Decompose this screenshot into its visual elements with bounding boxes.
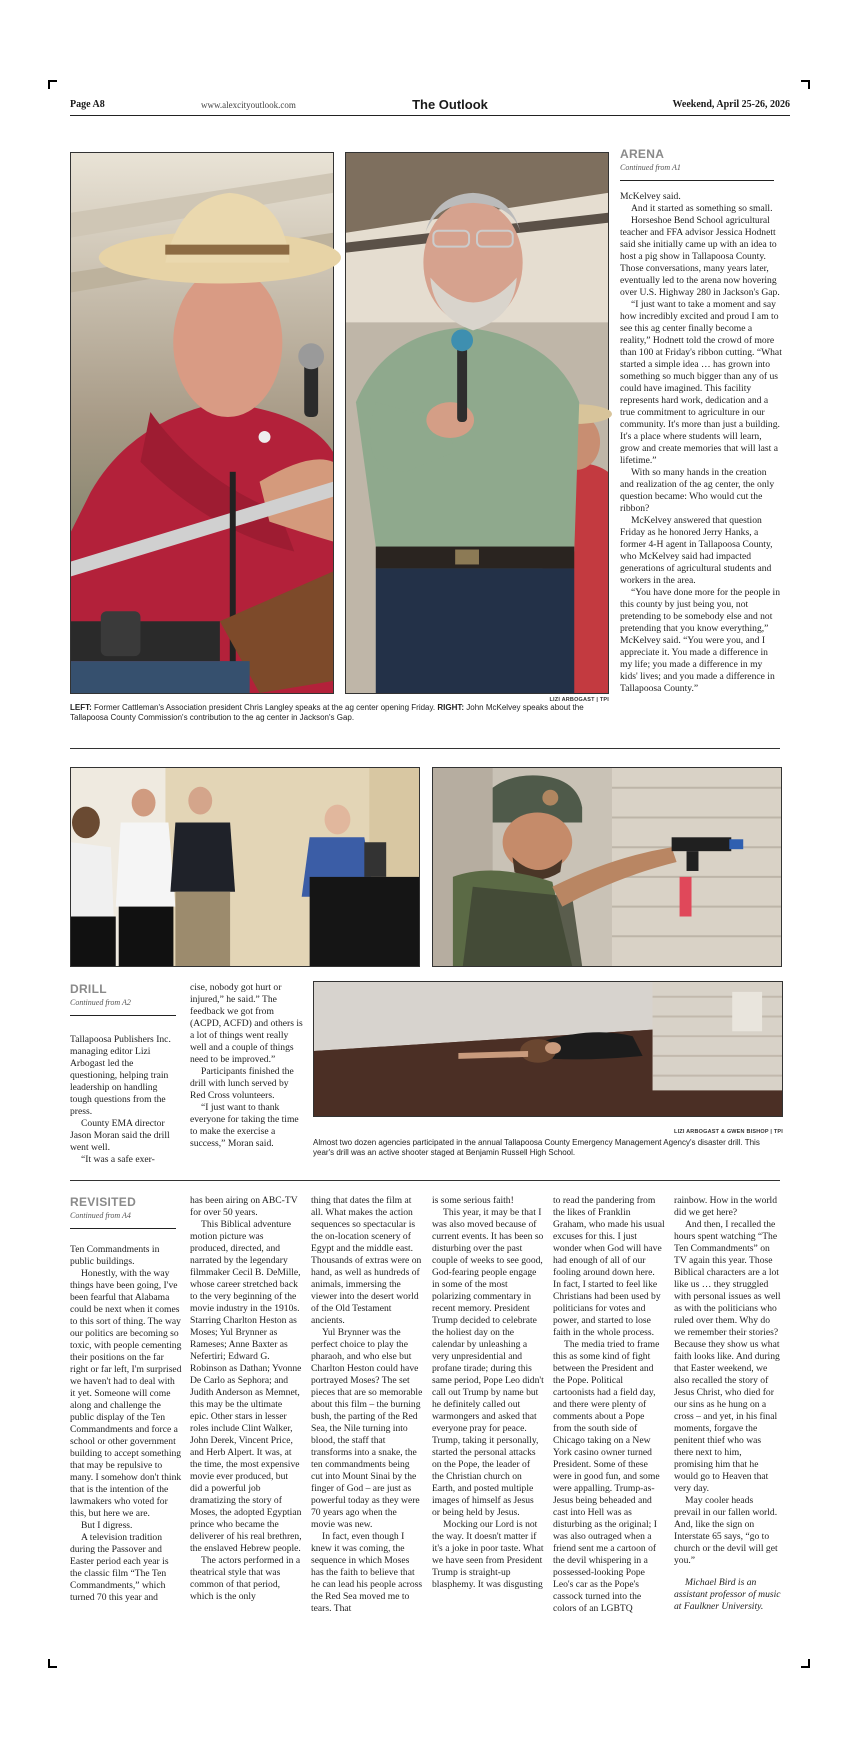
arena-article-body — [620, 191, 782, 726]
revisited-column-6 — [674, 1195, 782, 1648]
revisited-paragraph: Yul Brynner was the perfect choice to play the pharaoh, and who else but Charlton Heston could have portrayed Moses? The set pieces that are so memorable about this film – the burning bush, the parting of the Red Sea, the Nile turning into blood, the staff that transforms into a snake, the ten commandments being cut into Mount Sinai by the finger of God – are just as powerful today as they were 70 years ago when the movie was new. — [311, 1327, 423, 1530]
photo-drill-victim-on-floor — [313, 981, 783, 1117]
drill-paragraph: cise, nobody got hurt or injured,” he said.” The feedback we got from (ACPD, ACFD) and others is a lot of things went really well and a couple of things need to be improved.” — [190, 982, 303, 1065]
top-photo-credit: LIZI ARBOGAST | TPI — [549, 697, 609, 703]
crop-mark-top-right — [801, 80, 810, 89]
revisited-column-5 — [553, 1195, 665, 1648]
drill-paragraph: Participants finished the drill with lunch served by Red Cross volunteers. — [190, 1066, 294, 1101]
revisited-heading: REVISITED — [70, 1195, 137, 1209]
revisited-paragraph: Ten Commandments in public buildings. — [70, 1244, 160, 1267]
revisited-paragraph: Mocking our Lord is not the way. It doesn't matter if it's a joke in poor taste. What we have seen from President Trump is straight-up blasphemy. It was disgusting — [432, 1519, 544, 1590]
revisited-kicker-rule — [70, 1228, 176, 1229]
arena-kicker-rule — [620, 180, 774, 181]
drill-paragraph: County EMA director Jason Moran said the drill went well. — [70, 1118, 170, 1153]
section-divider — [70, 1180, 780, 1181]
revisited-paragraph: And then, I recalled the hours spent watching “The Ten Commandments” on TV again this year. Those Biblical characters are a lot like us … they struggled with personal issues as well as with the politicians who ruled over them. Why do we remember their stories? Because they show us what faith looks like. And during that Easter weekend, we also recalled the story of Jesus Christ, who died for our sins as he hung on a cross – and yet, in his final moments, forgave the penitent thief who was there next to him, promising him that he would go to Heaven that very day. — [674, 1219, 781, 1494]
drill-photo-credit: LIZI ARBOGAST & GWEN BISHOP | TPI — [674, 1129, 783, 1135]
revisited-paragraph: But I digress. — [81, 1520, 133, 1531]
revisited-paragraph: The actors performed in a theatrical style that was common of that period, which is the only — [190, 1555, 301, 1602]
section-divider — [70, 748, 780, 749]
revisited-column-4 — [432, 1195, 544, 1648]
page-number: Page A8 — [70, 99, 105, 110]
arena-paragraph: McKelvey answered that question Friday as he honored Jerry Hanks, a former 4-H agent in Tallapoosa County, who McKelvey said had impacted generations of agricultural students and workers in the area. — [620, 515, 773, 586]
author-bio: Michael Bird is an assistant professor of music at Faulkner University. — [674, 1577, 781, 1612]
caption-left-label: LEFT: — [70, 703, 92, 712]
drill-kicker-rule — [70, 1015, 176, 1016]
arena-paragraph: Horseshoe Bend School agricultural teacher and FFA advisor Jessica Hodnett said she initially came up with an idea to host a pig show in Tallapoosa County. Those conversations, many years later, eventually led to the arena now hovering over U.S. Highway 280 in Jackson's Gap. — [620, 215, 780, 298]
caption-left-text: Former Cattleman's Association president Chris Langley speaks at the ag center opening Friday. — [94, 703, 436, 712]
revisited-paragraph: Honestly, with the way things have been going, I've been fearful that Alabama could be next when it comes to this sort of thing. The way our politics are becoming so toxic, with people cementing their positions on the far right or far left, I'm surprised we haven't had to deal with it yet. Someone will come along and challenge the public display of the Ten Commandments and force a school or other government building to accept something that may be repulsive to many. I somehow don't think that is the intention of the lawmakers who voted for this, but here we are. — [70, 1268, 182, 1519]
crop-mark-top-left — [48, 80, 57, 89]
revisited-paragraph: has been airing on ABC-TV for over 50 years. — [190, 1195, 298, 1218]
issue-date: Weekend, April 25-26, 2026 — [672, 99, 790, 110]
caption-right-text: John McKelvey speaks about the Tallapoosa County Commission's contribution to the ag center in Jackson's Gap. — [70, 703, 584, 722]
revisited-paragraph: This Biblical adventure motion picture was produced, directed, and narrated by the legendary filmmaker Cecil B. DeMille, whose career stretched back to the very beginning of the movie industry in the 1910s. Starring Charlton Heston as Moses; Yul Brynner as Rameses; Anne Baxter as Nefertiri; Edward G. Robinson as Dathan; Yvonne De Carlo as Sephora; and Judith Anderson as Memnet, this may be the ultimate epic. Other stars in lesser roles include Clint Walker, John Derek, Vincent Price, and Herb Alpert. It was, at the time, the most expensive movie ever produced, but did a powerful job dramatizing the story of Moses, the adopted Egyptian prince who became the deliverer of his real brethren, the enslaved Hebrew people. — [190, 1219, 302, 1554]
site-url[interactable]: www.alexcityoutlook.com — [201, 100, 296, 110]
revisited-jump-line: Continued from A4 — [70, 1211, 131, 1220]
revisited-paragraph: This year, it may be that I was also moved because of current events. It has been so disturbing over the past couple of weeks to see good, God-fearing people engage in some of the most polarizing commentary in recent memory. President Trump decided to celebrate the holiest day on the calendar by unleashing a very unpresidential and profane tirade; during this same period, Pope Leo didn't call out Trump by name but he definitely called out warmongers and asked that everyone pray for peace. Trump, taking it personally, started the personal attacks on the Pope, the leader of the Christian church on Earth, and posted multiple images of himself as Jesus or being held by Jesus. — [432, 1207, 544, 1518]
revisited-column-1 — [70, 1244, 182, 1648]
revisited-paragraph: A television tradition during the Passover and Easter period each year is the classic film “The Ten Commandments,” which turned 70 this year and — [70, 1532, 169, 1603]
revisited-paragraph: May cooler heads prevail in our fallen world. And, like the sign on Interstate 65 says, “go to church or the devil will get you.” — [674, 1495, 778, 1566]
revisited-column-3 — [311, 1195, 423, 1648]
revisited-column-2 — [190, 1195, 302, 1648]
drill-jump-line: Continued from A2 — [70, 998, 131, 1007]
revisited-paragraph: The media tried to frame this as some kind of fight between the President and the Pope. Political cartoonists had a field day, and there were plenty of comments about a Pope from the south side of Chicago taking on a New York casino owner turned President. Some of these were in good fun, and some were appalling. Trump-as-Jesus being beheaded and cast into Hell was as disturbing as the original; I was also outraged when a friend sent me a cartoon of the devil whispering in a possessed-looking Pope Leo's car as the Pope's cassock turned into the colors of an LGBTQ — [553, 1339, 660, 1614]
arena-jump-line: Continued from A1 — [620, 163, 681, 172]
revisited-paragraph: to read the pandering from the likes of Franklin Graham, who made his usual excuses for this. I just wonder when God will have had enough of all of our fooling around down here. In fact, I started to feel like Christians had been used by politicians for votes and power, and started to lose faith in the whole process. — [553, 1195, 665, 1338]
top-photo-caption — [70, 703, 610, 723]
newspaper-name: The Outlook — [412, 97, 488, 112]
arena-paragraph: McKelvey said. — [620, 191, 681, 202]
arena-paragraph: “I just want to take a moment and say how incredibly excited and proud I am to see this ag center finally become a reality,” Hodnett told the crowd of more than 100 at Friday's ribbon cutting. “What started a simple idea … has grown into something so much bigger than any of us could have imagined. This facility represents hard work, dedication and a true commitment to agriculture in our community. It's more than just a building. It's a place where students will learn, grow and create memories that will last a lifetime.” — [620, 299, 782, 466]
page-header — [70, 98, 790, 116]
revisited-paragraph: is some serious faith! — [432, 1195, 514, 1206]
revisited-paragraph: rainbow. How in the world did we get here? — [674, 1195, 778, 1218]
photo-drill-officials — [70, 767, 420, 967]
arena-paragraph: And it started as something so small. — [631, 203, 773, 214]
crop-mark-bottom-left — [48, 1659, 57, 1668]
arena-paragraph: “You have done more for the people in this county by just being you, not pretending to be somebody else and not pretending that you know everything,” McKelvey said. “You were you, and I appreciate it. You made a difference in my life; you made a difference in my kids' lives; and you made a difference in Tallapoosa County.” — [620, 587, 781, 694]
drill-column-2 — [190, 982, 303, 1159]
drill-paragraph: “I just want to thank everyone for taking the time to make the exercise a success,” Moran said. — [190, 1102, 299, 1149]
photo-chris-langley — [70, 152, 334, 694]
drill-photo-caption: Almost two dozen agencies participated in the annual Tallapoosa County Emergency Management Agency's disaster drill. This year's drill was an active shooter staged at Benjamin Russell High School. — [313, 1138, 760, 1157]
revisited-paragraph: thing that dates the film at all. What makes the action sequences so spectacular is the on-location scenery of Egypt and the middle east. Thousands of extras were on hand, as well as hundreds of animals, immersing the viewer into the desert world of the Old Testament ancients. — [311, 1195, 422, 1326]
arena-paragraph: With so many hands in the creation and realization of the ag center, the only question became: Who would cut the ribbon? — [620, 467, 775, 514]
drill-paragraph: Tallapoosa Publishers Inc. managing editor Lizi Arbogast led the questioning, helping train leadership on handling tough questions from the press. — [70, 1034, 171, 1117]
drill-paragraph: “It was a safe exer- — [81, 1154, 155, 1165]
photo-drill-officer-aiming — [432, 767, 782, 967]
photo-john-mckelvey — [345, 152, 609, 694]
caption-right-label: RIGHT: — [437, 703, 465, 712]
drill-column-1 — [70, 1034, 180, 1165]
crop-mark-bottom-right — [801, 1659, 810, 1668]
revisited-paragraph: In fact, even though I knew it was coming, the sequence in which Moses has the faith to believe that he can lead his people across the Red Sea moved me to tears. That — [311, 1531, 423, 1614]
arena-heading: ARENA — [620, 147, 665, 161]
drill-heading: DRILL — [70, 982, 107, 996]
